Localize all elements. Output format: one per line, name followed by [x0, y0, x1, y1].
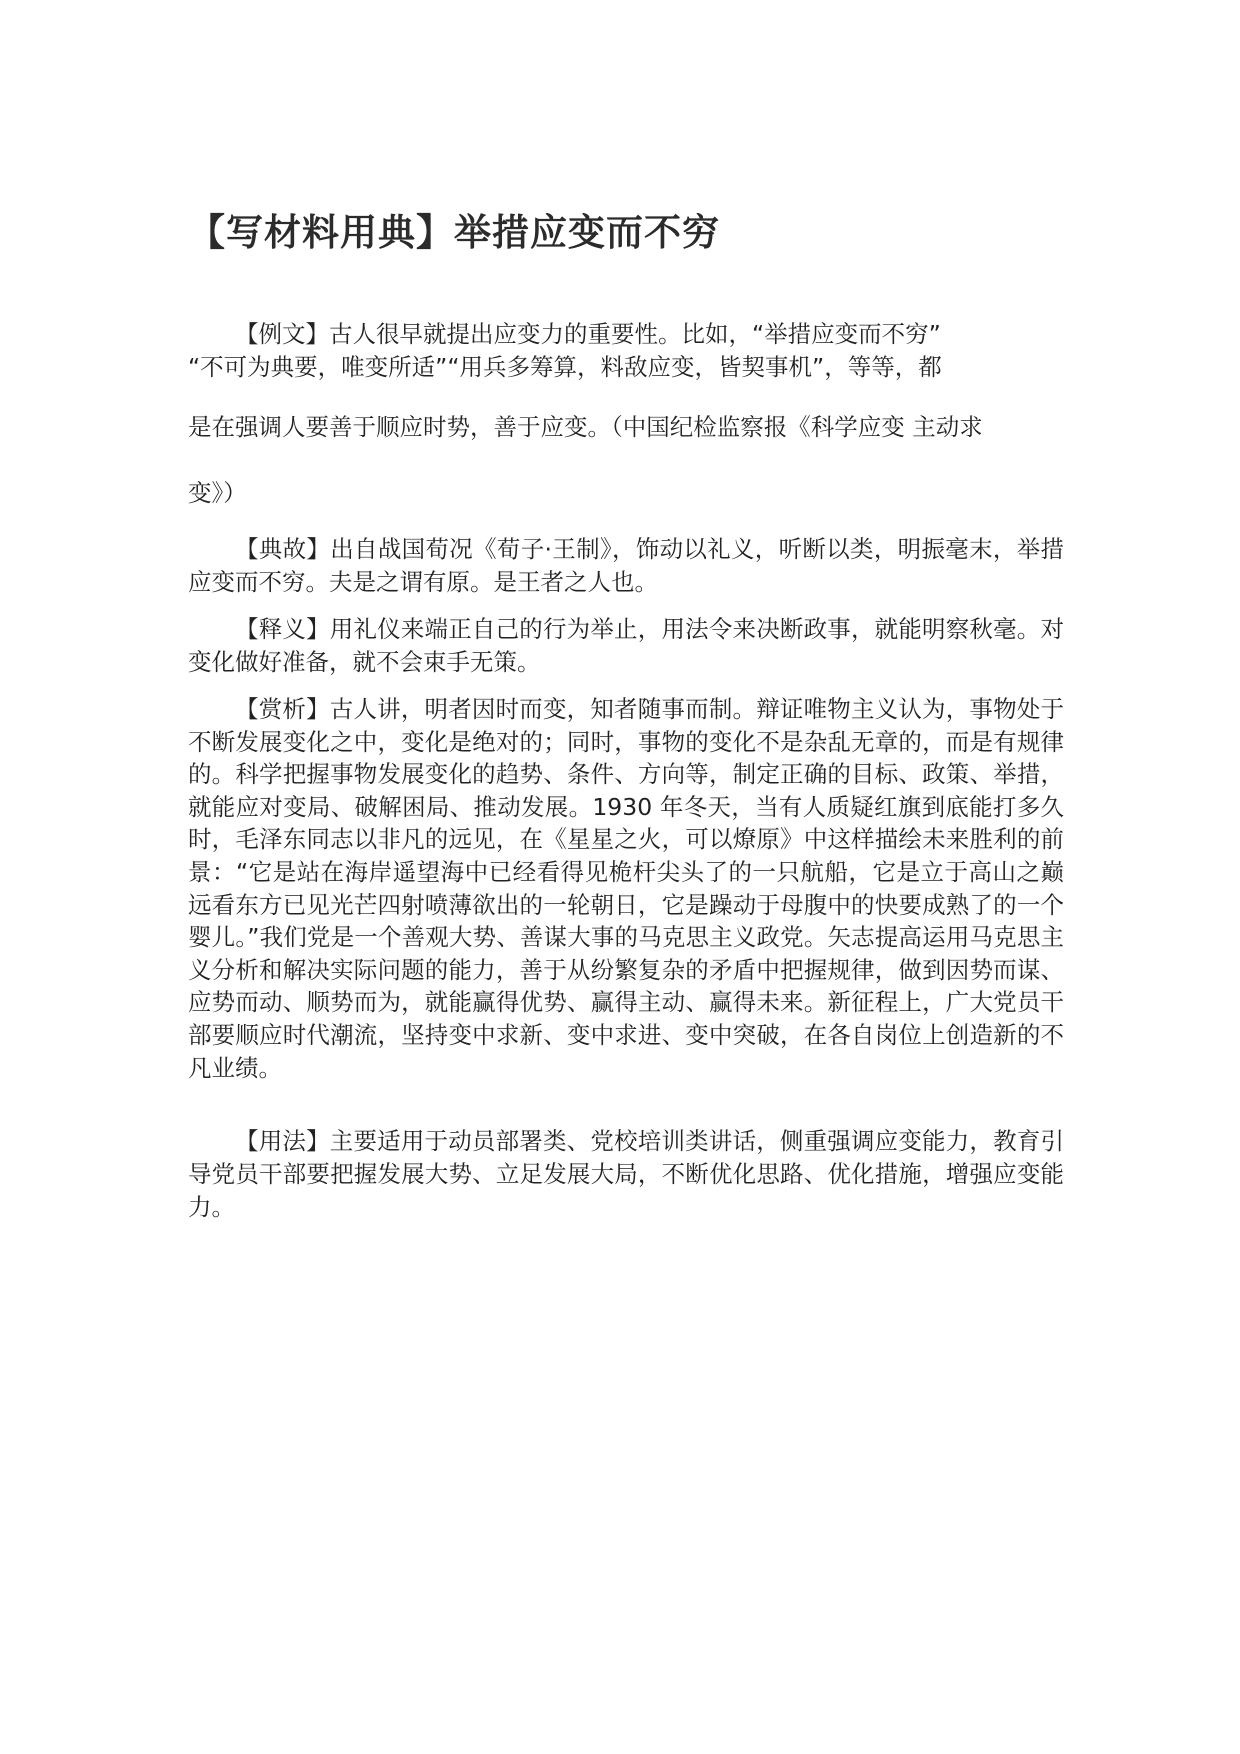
- allusion-paragraph: [188, 533, 1064, 599]
- analysis-paragraph: [188, 693, 1064, 1084]
- allusion-text: 出自战国荀况《荀子·王制》，饰动以礼义，听断以类，明振毫末，举措应变而不穷。夫是之谓有原。是王者之人也。: [188, 535, 1064, 596]
- analysis-label: 【赏析】: [235, 695, 330, 723]
- example-line-2: “不可为典要，唯变所适”“用兵多筹算，料敌应变，皆契事机”，等等，都: [188, 353, 942, 381]
- example-line-3: 是在强调人要善于顺应时势，善于应变。（中国纪检监察报《科学应变 主动求: [188, 413, 983, 441]
- meaning-paragraph: [188, 613, 1064, 679]
- example-line-1: 古人很早就提出应变力的重要性。比如，“举措应变而不穷”: [329, 320, 941, 348]
- example-label: 【例文】: [235, 320, 329, 348]
- document-title: 【写材料用典】举措应变而不穷: [188, 211, 720, 254]
- usage-text: 主要适用于动员部署类、党校培训类讲话，侧重强调应变能力，教育引导党员干部要把握发展大势、立足发展大局，不断优化思路、优化措施，增强应变能力。: [188, 1127, 1064, 1221]
- meaning-label: 【释义】: [235, 615, 330, 643]
- example-line-4: 变》）: [188, 479, 247, 507]
- usage-label: 【用法】: [235, 1127, 330, 1155]
- usage-paragraph: [188, 1125, 1064, 1224]
- allusion-label: 【典故】: [235, 535, 331, 563]
- meaning-text: 用礼仪来端正自己的行为举止，用法令来决断政事，就能明察秋毫。对变化做好准备，就不会束手无策。: [188, 615, 1064, 676]
- analysis-text: 古人讲，明者因时而变，知者随事而制。辩证唯物主义认为，事物处于不断发展变化之中，变化是绝对的；同时，事物的变化不是杂乱无章的，而是有规律的。科学把握事物发展变化的趋势、条件、方向等，制定正确的目标、政策、举措，就能应对变局、破解困局、推动发展。1930 年冬天，当有人质疑红旗到底能打多久时，毛泽东同志以非凡的远见，在《星星之火，可以燎原》中这样描绘未来胜利的前景：“它是站在海岸遥望海中已经看得见桅杆尖头了的一只航船，它是立于高山之巅远看东方已见光芒四射喷薄欲出的一轮朝日，它是躁动于母腹中的快要成熟了的一个婴儿。”我们党是一个善观大势、善谋大事的马克思主义政党。矢志提高运用马克思主义分析和解决实际问题的能力，善于从纷繁复杂的矛盾中把握规律，做到因势而谋、应势而动、顺势而为，就能赢得优势、赢得主动、赢得未来。新征程上，广大党员干部要顺应时代潮流，坚持变中求新、变中求进、变中突破，在各自岗位上创造新的不凡业绩。: [188, 695, 1064, 1082]
- example-paragraph: [188, 318, 1064, 510]
